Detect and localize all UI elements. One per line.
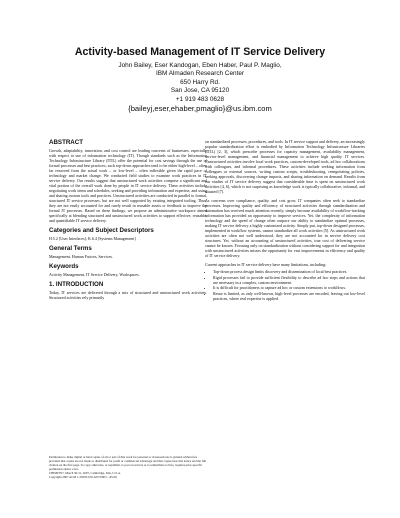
right-column — [205, 139, 365, 301]
categories-heading: Categories and Subject Descriptors — [49, 227, 154, 234]
author-phone: +1 919 483 0628 — [175, 95, 225, 103]
keywords-heading: Keywords — [49, 263, 79, 270]
footnote-copyright: Copyright 2007 ACM 1-59593-635-6/07/0003 ...$5.00. — [49, 475, 118, 479]
author-block — [0, 62, 400, 113]
keywords-text: Activity Management, IT Service Delivery, Workspaces. — [49, 272, 140, 277]
introduction-text: Today, IT services are delivered through a mix of structured and unstructured work activities. Structured activities rely primarily — [49, 290, 207, 300]
body-paragraph: on standardized processes, procedures, and tools. In IT service support and delivery, an increasingly popular standardization effort is embodied by Information Technology Infrastructure Libraries (ITIL) [2, 3], which prescribe processes for capacity management, availability management, service-level management, and financial management to achieve high quality IT services. Unstructured activities involve local work practices, custom-developed tools, ad hoc collaborations with colleagues, and informal procedures. These activities include seeking information from colleagues or external sources, writing custom scripts, troubleshooting, renegotiating policies, seeking approvals, discovering change impacts, and sharing information on demand. Results from our studies of IT service delivery suggest that considerable time is spent on unstructured work activities [4, 6], which is not surprising as knowledge work is typically collaborative, informal, and situated [7]. — [205, 139, 365, 194]
footnote-text: Permission to make digital or hard copies of all or part of this work for personal or classroom use is granted without fee provided that copies are not made or distributed for profit or commercial advantage and that copies bear this notice and the full citation on the first page. To copy otherwise, or republish, to post on servers or to redistribute to lists, requires prior specific permission and/or a fee. — [49, 455, 207, 471]
list-item: • Top-down process design limits discovery and dissemination of local best practices. — [213, 269, 365, 274]
author-org: IBM Almaden Research Center — [155, 70, 245, 78]
author-names: John Bailey, Eser Kandogan, Eben Haber, Paul P. Maglio, — [118, 62, 282, 69]
general-terms-text: Management, Human Factors, Services. — [49, 254, 113, 259]
left-column — [49, 139, 207, 300]
categories-text: H.5.2 [User Interfaces]; K.6.4 [Systems Management] — [49, 236, 136, 241]
paper-title: Activity-based Management of IT Service Delivery — [74, 46, 326, 58]
list-item: • It is difficult for practitioners to capture ad hoc or custom extensions to workflows. — [213, 285, 365, 290]
list-item: • Rigid processes fail to provide sufficient flexibility to describe ad hoc steps and actions that are necessary in a complex, custom environment. — [213, 275, 365, 285]
footnote-conference: CHIMIT'07, March 30-31, 2007, Cambridge, MA, U.S.A. — [49, 471, 121, 475]
body-paragraph: Current approaches in IT service delivery have many limitations, including: — [205, 262, 327, 267]
list-item: • Reuse is limited, as only well-known, high-level processes are encoded, leaving out low-level practices, where real expertise is applied. — [213, 291, 365, 301]
introduction-heading: 1. INTRODUCTION — [49, 281, 104, 288]
abstract-text: Growth, adaptability, innovation, and cost control are leading concerns of businesses, especially with respect to use of information technology (IT). Though standards such as the Information Technology Infrastructure Library (ITIL) offer the potential for cost savings through the use of formal processes and best practices, such top-down approaches tend to be either high-level – often far removed from the actual work – or low-level – often inflexible given the rapid pace of technology and market change. We conducted field studies to examine work practices in IT service delivery. Our results suggest that unstructured work activities comprise a significant and vital portion of the overall work done by people in IT service delivery. These activities include negotiating work items and schedules, seeking and providing information and expertise, and using and sharing custom tools and practices. Unstructured activities are conducted in parallel to formal, structured IT service processes, but are not well supported by existing integrated tooling. Thus, they are not easily accounted for and rarely result in reusable assets or feedback to improve the formal IT processes. Based on these findings, we propose an administrative workspace aimed specifically at blending structured and unstructured work activities to support effective, reusable, and quantifiable IT service delivery. — [49, 148, 207, 223]
author-city: San Jose, CA 95120 — [170, 87, 230, 95]
author-street: 650 Harry Rd. — [180, 78, 220, 86]
abstract-heading: ABSTRACT — [49, 139, 84, 146]
body-paragraph: As concerns over compliance, quality, and cost grow, IT companies often seek to standardize processes. Improving quality and efficiency of structured activities through standardization and automation has received much attention recently, simply because availability of workflow-tracking information has provided an opportunity to improve services. Yet, the complexity of information technology and the speed of change often outpace our ability to standardize optimal processes, making IT service delivery a highly customized activity. Simply put, top-down designed processes, implemented in workflow systems, cannot standardize all work activities [5]. As unstructured work activities are often not well understood, they are not accounted for in service delivery cost structures. Yet, without an accounting of unstructured activities, true cost of delivering service cannot be known. Focusing only on standardization without considering support for and integration with unstructured activities misses the opportunity for vast improvements in efficiency and quality of IT service delivery. — [205, 198, 365, 258]
author-email: {baileyj,eser,ehaber,pmaglio}@us.ibm.com — [128, 104, 272, 114]
general-terms-heading: General Terms — [49, 245, 92, 252]
permission-footnote — [49, 455, 207, 479]
limitations-list — [205, 269, 365, 301]
